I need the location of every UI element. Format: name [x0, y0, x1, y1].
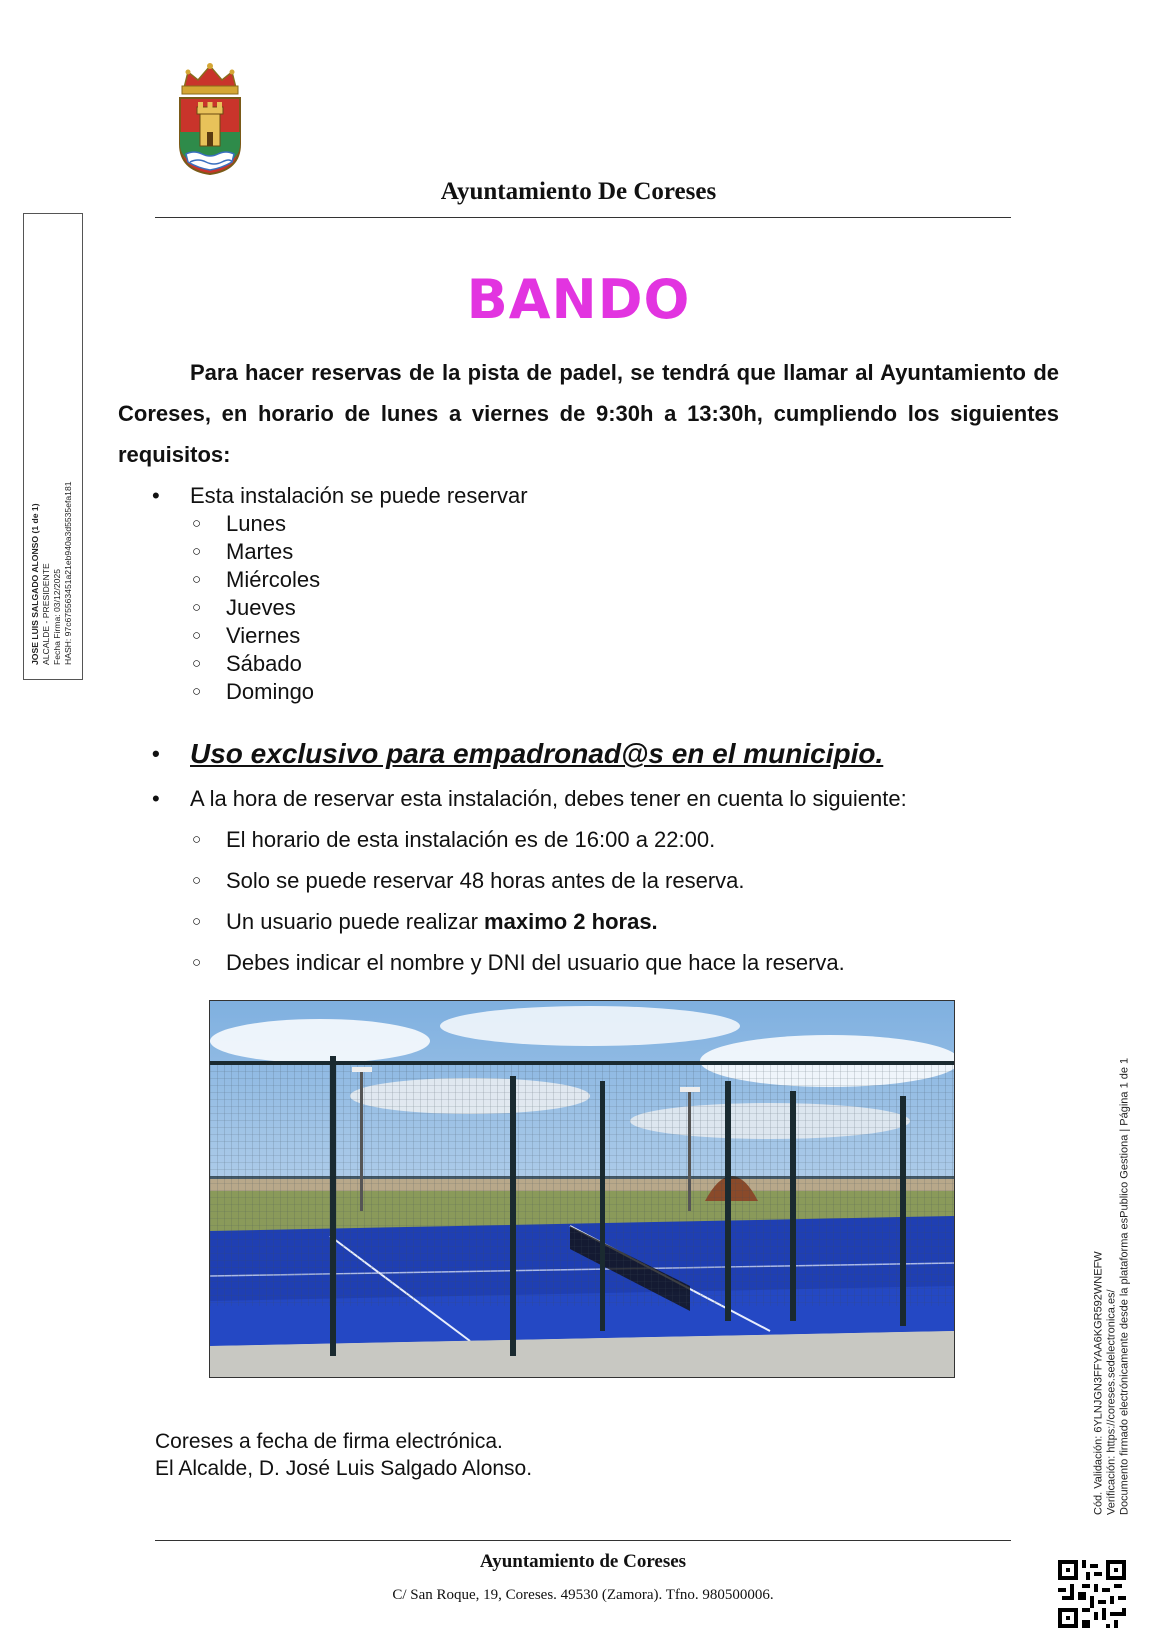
footer-name: Ayuntamiento de Coreses: [479, 1551, 687, 1572]
day-item: ○ Lunes: [190, 510, 1050, 538]
day-item: ○ Domingo: [190, 678, 1050, 706]
list-item-reservable: [150, 482, 1050, 706]
closing-block: [155, 1428, 532, 1482]
validation-code: Cód. Validación: 6YLNJGN3FFYAA6KGR592WNEFW: [1092, 1251, 1105, 1515]
intro-paragraph: Para hacer reservas de la pista de padel, se tendrá que llamar al Ayuntamiento de Coreses, en horario de lunes a viernes de 9:30h a 13:30h, cumpliendo los siguientes requisitos:: [118, 360, 1059, 467]
verification-url: Verificación: https://coreses.sedelectronica.es/: [1105, 1289, 1118, 1515]
header-title: Ayuntamiento De Coreses: [440, 178, 717, 205]
sign-date: Fecha Firma: 03/12/2025: [52, 568, 62, 665]
rule-item: ○ Debes indicar el nombre y DNI del usuario que hace la reserva.: [190, 942, 1050, 983]
validation-text: [1093, 995, 1132, 1515]
list-item-text: Esta instalación se puede reservar: [190, 483, 528, 508]
signed-platform-note: Documento firmado electrónicamente desde la plataforma esPublico Gestiona | Página 1 de 1: [1118, 1057, 1131, 1515]
closing-line-date: Coreses a fecha de firma electrónica.: [155, 1430, 503, 1453]
exclusive-use-text: Uso exclusivo para empadronad@s en el municipio.: [190, 738, 884, 769]
rule-item: ○ El horario de esta instalación es de 16:00 a 22:00.: [190, 819, 1050, 860]
header-divider: [155, 217, 1011, 218]
list-item-rules: [150, 778, 1050, 983]
signer-name: JOSE LUIS SALGADO ALONSO (1 de 1): [30, 503, 40, 665]
days-list: [190, 510, 1050, 706]
list-item-text: A la hora de reservar esta instalación, debes tener en cuenta lo siguiente:: [190, 786, 907, 811]
day-item: ○ Miércoles: [190, 566, 1050, 594]
page-heading: BANDO: [466, 268, 691, 331]
validation-qr-code: [1058, 1560, 1126, 1628]
footer-divider: [155, 1540, 1011, 1541]
rule-item: ○ Solo se puede reservar 48 horas antes de la reserva.: [190, 860, 1050, 901]
requirements-list: [150, 482, 1050, 983]
rule-text: Un usuario puede realizar: [226, 909, 485, 934]
closing-line-signature: El Alcalde, D. José Luis Salgado Alonso.: [155, 1457, 533, 1480]
day-item: ○ Martes: [190, 538, 1050, 566]
coat-of-arms-logo: [170, 62, 250, 178]
padel-court-photo: [209, 1000, 955, 1378]
rule-emphasis: maximo 2 horas.: [484, 909, 658, 934]
footer-address: C/ San Roque, 19, Coreses. 49530 (Zamora). Tfno. 980500006.: [392, 1587, 774, 1603]
sign-hash: HASH: 97c675563451a21eb940a3d5535efa181: [63, 481, 73, 665]
signer-role: ALCALDE - PRESIDENTE: [41, 563, 51, 665]
rules-list: [190, 819, 1050, 983]
rule-item: [190, 901, 1050, 942]
day-item: ○ Sábado: [190, 650, 1050, 678]
day-item: ○ Viernes: [190, 622, 1050, 650]
day-item: ○ Jueves: [190, 594, 1050, 622]
list-item-exclusive-use: [150, 734, 1050, 774]
